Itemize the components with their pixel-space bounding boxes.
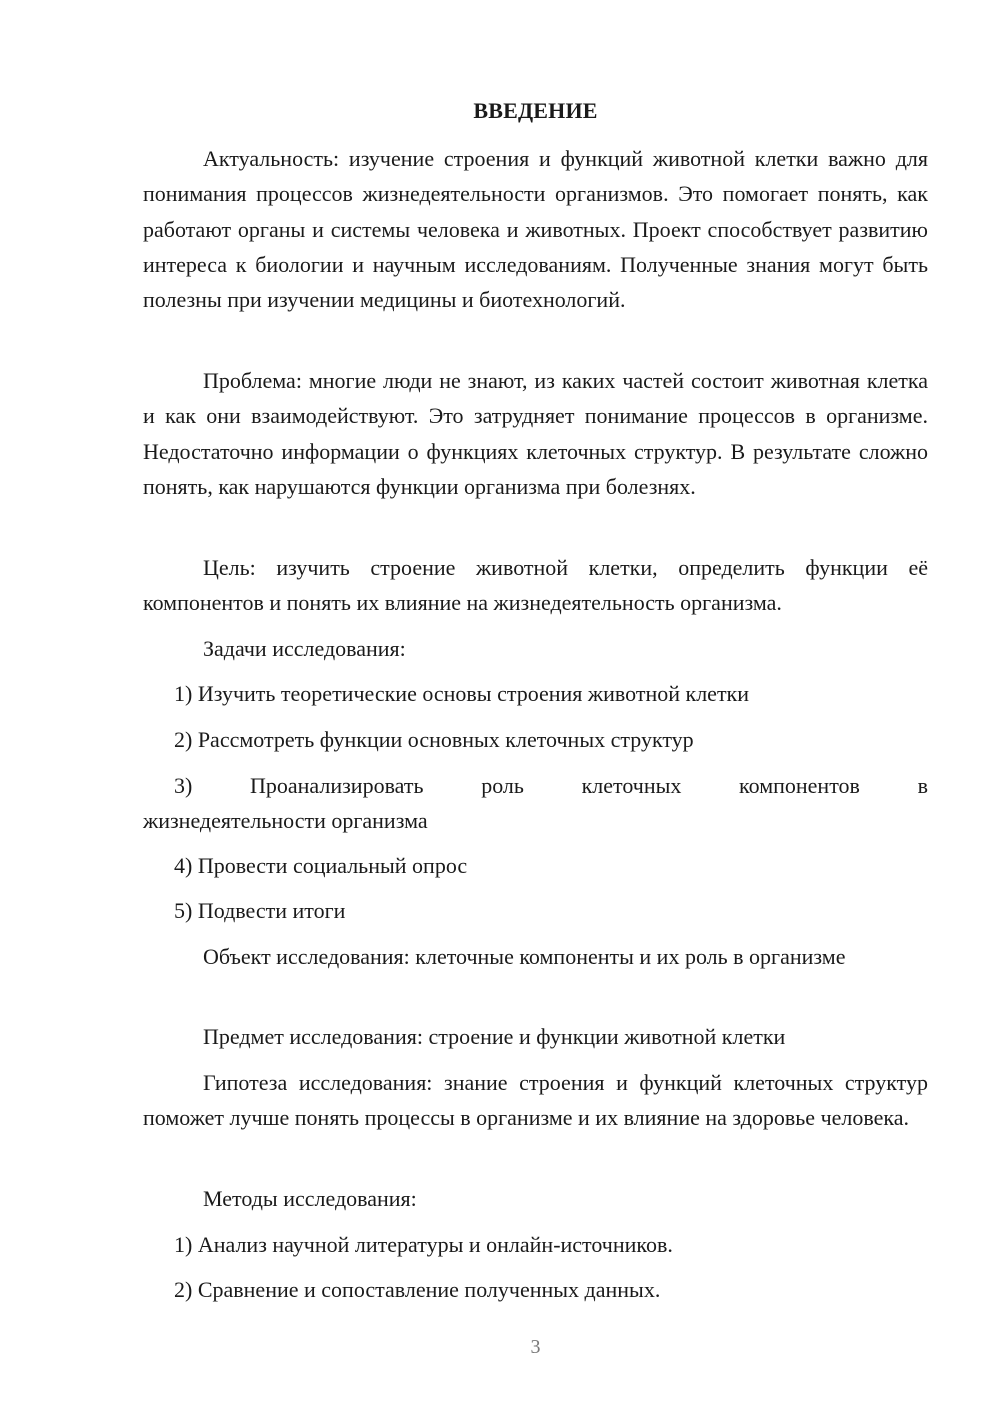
document-page xyxy=(143,0,928,1414)
task-item-3-word: 3) xyxy=(174,773,193,798)
paragraph-subject: Предмет исследования: строение и функции животной клетки xyxy=(203,1024,786,1049)
paragraph-relevance: Актуальность: изучение строения и функций животной клетки важно для понимания процессов жизнедеятельности организмов. Это помогает понять, как работают органы и системы человека и животных. Проект способствует развитию интереса к биологии и научным исследованиям. Полученные знания могут быть полезны при изучении медицины и биотехнологий. xyxy=(143,146,928,313)
methods-heading: Методы исследования: xyxy=(203,1186,417,1211)
page-title: ВВЕДЕНИЕ xyxy=(473,98,598,123)
task-item-3-word: роль xyxy=(481,773,524,798)
task-item-3-second-line: жизнедеятельности организма xyxy=(143,808,428,834)
paragraph-object: Объект исследования: клеточные компоненты и их роль в организме xyxy=(203,944,846,969)
task-item-5: 5) Подвести итоги xyxy=(174,898,346,923)
page-number: 3 xyxy=(530,1336,541,1358)
task-item-1: 1) Изучить теоретические основы строения животной клетки xyxy=(174,681,750,706)
method-item-1: 1) Анализ научной литературы и онлайн-источников. xyxy=(174,1232,673,1257)
tasks-heading: Задачи исследования: xyxy=(203,636,406,661)
paragraph-problem: Проблема: многие люди не знают, из каких частей состоит животная клетка и как они взаимодействуют. Это затрудняет понимание процессов в организме. Недостаточно информации о функциях клеточных структур. В результате сложно понять, как нарушаются функции организма при болезнях. xyxy=(143,368,928,499)
task-item-3-word: клеточных xyxy=(581,773,682,798)
task-item-4: 4) Провести социальный опрос xyxy=(174,853,468,878)
task-item-3-word: Проанализировать xyxy=(249,773,424,798)
task-item-3-word: в xyxy=(917,773,928,798)
task-item-2: 2) Рассмотреть функции основных клеточных структур xyxy=(174,727,694,752)
task-item-3 xyxy=(143,768,928,839)
method-item-2: 2) Сравнение и сопоставление полученных данных. xyxy=(174,1277,661,1302)
paragraph-goal: Цель: изучить строение животной клетки, определить функции её компонентов и понять их влияние на жизнедеятельность организма. xyxy=(143,555,928,616)
task-item-3-word: компонентов xyxy=(739,773,860,798)
task-item-3-first-line xyxy=(143,768,928,803)
paragraph-hypothesis: Гипотеза исследования: знание строения и функций клеточных структур поможет лучше понять процессы в организме и их влияние на здоровье человека. xyxy=(143,1070,928,1131)
